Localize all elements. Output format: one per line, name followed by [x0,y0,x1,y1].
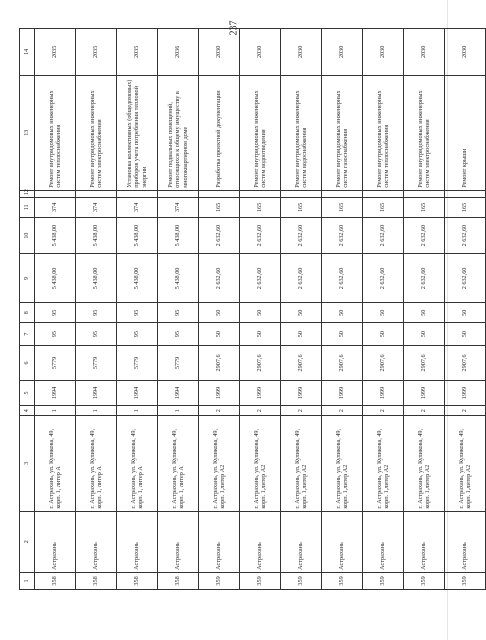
cell-row-number: 358 [158,572,199,589]
cell-living-area: 165 [445,198,486,218]
cell-year-built: 1999 [281,380,322,406]
cell-year-built: 1999 [363,380,404,406]
cell-wear-percent-2: 95 [158,303,199,323]
cell-empty-col [76,190,117,197]
cell-settlement: Астрахань [240,511,281,572]
header-cell-2: 2 [20,511,35,572]
header-cell-1: 1 [20,572,35,589]
cell-total-area: 2907,6 [445,346,486,380]
cell-empty-col [240,190,281,197]
header-cell-3: 3 [20,416,35,512]
cell-wear-percent-2: 95 [76,303,117,323]
cell-wear-percent-1: 50 [281,323,322,346]
cell-wear-percent-2: 50 [281,303,322,323]
cell-cost-per-sqm-2: 2 632,60 [199,217,240,254]
cell-wear-percent-2: 50 [404,303,445,323]
table-row [35,29,76,590]
table-row [322,29,363,590]
cell-total-area: 5779 [158,346,199,380]
cell-empty-col [281,190,322,197]
cell-cost-per-sqm-1: 2 632,60 [240,254,281,303]
cell-planned-year: 2030 [322,29,363,76]
cell-address: г. Астрахань, ул. Куликова, 49, корп. 1, литер А [117,416,158,512]
cell-year-built: 1994 [35,380,76,406]
cell-wear-percent-1: 50 [240,323,281,346]
cell-cost-per-sqm-1: 5 438,00 [117,254,158,303]
cell-settlement: Астрахань [445,511,486,572]
cell-cost-per-sqm-1: 5 438,00 [35,254,76,303]
cell-cost-per-sqm-2: 5 438,00 [76,217,117,254]
cell-building-type: 2 [404,406,445,416]
page-number-text: 237 [228,20,240,36]
cell-building-type: 2 [445,406,486,416]
table-row [363,29,404,590]
cell-wear-percent-1: 50 [199,323,240,346]
cell-address: г. Астрахань, ул. Куликова, 49, корп. 1, литер А [35,416,76,512]
cell-address: г. Астрахань, ул. Куликова, 49, корп. 1,литер А2 [363,416,404,512]
cell-work-type: Ремонт крыши [445,75,486,190]
cell-wear-percent-2: 50 [322,303,363,323]
cell-cost-per-sqm-2: 2 632,60 [363,217,404,254]
cell-cost-per-sqm-2: 2 632,60 [445,217,486,254]
cell-row-number: 359 [445,572,486,589]
cell-wear-percent-2: 95 [35,303,76,323]
cell-cost-per-sqm-2: 2 632,60 [322,217,363,254]
cell-row-number: 359 [240,572,281,589]
cell-work-type: Ремонт внутридомовых инженерных систем водоснабжения [281,75,322,190]
cell-total-area: 5779 [117,346,158,380]
cell-living-area: 374 [117,198,158,218]
cell-building-type: 2 [322,406,363,416]
cell-empty-col [404,190,445,197]
cell-planned-year: 2030 [281,29,322,76]
cell-planned-year: 2030 [363,29,404,76]
cell-wear-percent-1: 95 [76,323,117,346]
cell-living-area: 165 [240,198,281,218]
cell-year-built: 1999 [199,380,240,406]
cell-cost-per-sqm-1: 2 632,60 [404,254,445,303]
header-cell-9: 9 [20,254,35,303]
cell-year-built: 1994 [76,380,117,406]
cell-row-number: 359 [363,572,404,589]
cell-wear-percent-2: 95 [117,303,158,323]
cell-address: г. Астрахань, ул. Куликова, 49, корп. 1, литер А [158,416,199,512]
cell-building-type: 1 [35,406,76,416]
cell-settlement: Астрахань [199,511,240,572]
cell-work-type: Ремонт внутридомовых инженерных систем теплоснабжения [35,75,76,190]
cell-planned-year: 2030 [445,29,486,76]
cell-work-type: Разработка проектной документации [199,75,240,190]
header-cell-8: 8 [20,303,35,323]
cell-cost-per-sqm-2: 2 632,60 [404,217,445,254]
cell-empty-col [322,190,363,197]
header-cell-6: 6 [20,346,35,380]
table-header [20,29,35,590]
cell-wear-percent-1: 95 [158,323,199,346]
cell-cost-per-sqm-1: 5 438,00 [76,254,117,303]
cell-planned-year: 2030 [404,29,445,76]
header-cell-5: 5 [20,380,35,406]
header-cell-11: 11 [20,198,35,218]
cell-address: г. Астрахань, ул. Куликова, 49, корп. 1,литер А2 [322,416,363,512]
cell-wear-percent-2: 50 [240,303,281,323]
cell-work-type: Установка коллективных (общедомовых) приборов учета потребления тепловой энергии [117,75,158,190]
cell-address: г. Астрахань, ул. Куликова, 49, корп. 1, литер А [76,416,117,512]
cell-total-area: 2907,6 [363,346,404,380]
cell-wear-percent-2: 50 [363,303,404,323]
cell-building-type: 1 [117,406,158,416]
cell-planned-year: 2030 [240,29,281,76]
cell-year-built: 1999 [240,380,281,406]
header-cell-12: 12 [20,190,35,197]
cell-work-type: Ремонт внутридомовых инженерных систем теплоснабжения [363,75,404,190]
cell-work-type: Ремонт внутридомовых инженерных систем газоснабжения [322,75,363,190]
cell-cost-per-sqm-1: 2 632,60 [281,254,322,303]
cell-row-number: 358 [35,572,76,589]
cell-planned-year: 2036 [158,29,199,76]
cell-total-area: 5779 [35,346,76,380]
cell-total-area: 2907,6 [240,346,281,380]
cell-living-area: 165 [199,198,240,218]
cell-cost-per-sqm-2: 5 438,00 [158,217,199,254]
header-cell-7: 7 [20,323,35,346]
table-row [76,29,117,590]
cell-wear-percent-1: 95 [117,323,158,346]
cell-building-type: 2 [281,406,322,416]
table-body [35,29,486,590]
cell-living-area: 374 [76,198,117,218]
cell-wear-percent-1: 50 [404,323,445,346]
cell-work-type: Ремонт внутридомовых инженерных систем электроснабжения [404,75,445,190]
cell-total-area: 5779 [76,346,117,380]
cell-address: г. Астрахань, ул. Куликова, 49, корп. 1,литер А2 [199,416,240,512]
cell-planned-year: 2035 [35,29,76,76]
cell-living-area: 165 [363,198,404,218]
header-row [20,29,35,590]
cell-address: г. Астрахань, ул. Куликова, 49, корп. 1,литер А2 [445,416,486,512]
cell-year-built: 1999 [322,380,363,406]
table-row [240,29,281,590]
cell-cost-per-sqm-1: 2 632,60 [363,254,404,303]
cell-row-number: 359 [199,572,240,589]
cell-settlement: Астрахань [35,511,76,572]
cell-settlement: Астрахань [281,511,322,572]
cell-empty-col [158,190,199,197]
cell-settlement: Астрахань [158,511,199,572]
cell-building-type: 2 [199,406,240,416]
cell-total-area: 2907,6 [404,346,445,380]
cell-wear-percent-1: 50 [322,323,363,346]
cell-address: г. Астрахань, ул. Куликова, 49, корп. 1,литер А2 [281,416,322,512]
cell-planned-year: 2030 [199,29,240,76]
cell-living-area: 374 [35,198,76,218]
cell-row-number: 359 [404,572,445,589]
cell-living-area: 165 [404,198,445,218]
cell-row-number: 358 [117,572,158,589]
cell-planned-year: 2035 [76,29,117,76]
cell-wear-percent-2: 50 [199,303,240,323]
cell-row-number: 359 [281,572,322,589]
table-row [158,29,199,590]
cell-work-type: Ремонт подвальных помещений, относящихся к общему имуществу в многоквартирном доме [158,75,199,190]
cell-total-area: 2907,6 [199,346,240,380]
cell-building-type: 1 [158,406,199,416]
cell-wear-percent-2: 50 [445,303,486,323]
cell-cost-per-sqm-1: 2 632,60 [322,254,363,303]
cell-settlement: Астрахань [117,511,158,572]
cell-empty-col [35,190,76,197]
cell-cost-per-sqm-1: 2 632,60 [445,254,486,303]
capital-repair-table [19,28,486,590]
cell-living-area: 374 [158,198,199,218]
cell-building-type: 2 [363,406,404,416]
header-cell-10: 10 [20,217,35,254]
cell-settlement: Астрахань [363,511,404,572]
cell-settlement: Астрахань [76,511,117,572]
cell-wear-percent-1: 50 [445,323,486,346]
table-row [445,29,486,590]
cell-settlement: Астрахань [404,511,445,572]
cell-building-type: 1 [76,406,117,416]
cell-wear-percent-1: 95 [35,323,76,346]
header-cell-14: 14 [20,29,35,76]
cell-row-number: 358 [76,572,117,589]
cell-year-built: 1999 [404,380,445,406]
cell-work-type: Ремонт внутридомовых инженерных систем водоотведения [240,75,281,190]
cell-living-area: 165 [322,198,363,218]
cell-year-built: 1999 [445,380,486,406]
cell-empty-col [117,190,158,197]
cell-year-built: 1994 [117,380,158,406]
cell-cost-per-sqm-2: 2 632,60 [281,217,322,254]
cell-work-type: Ремонт внутридомовых инженерных систем электроснабжения [76,75,117,190]
cell-cost-per-sqm-1: 2 632,60 [199,254,240,303]
table-row [199,29,240,590]
cell-cost-per-sqm-2: 2 632,60 [240,217,281,254]
cell-building-type: 2 [240,406,281,416]
header-cell-4: 4 [20,406,35,416]
cell-row-number: 359 [322,572,363,589]
cell-empty-col [445,190,486,197]
cell-total-area: 2907,6 [281,346,322,380]
table-row [281,29,322,590]
cell-cost-per-sqm-2: 5 438,00 [35,217,76,254]
table-row [404,29,445,590]
cell-empty-col [363,190,404,197]
cell-planned-year: 2035 [117,29,158,76]
table-row [117,29,158,590]
cell-cost-per-sqm-1: 5 438,00 [158,254,199,303]
header-cell-13: 13 [20,75,35,190]
cell-empty-col [199,190,240,197]
cell-wear-percent-1: 50 [363,323,404,346]
cell-year-built: 1994 [158,380,199,406]
cell-cost-per-sqm-2: 5 438,00 [117,217,158,254]
cell-total-area: 2907,6 [322,346,363,380]
cell-address: г. Астрахань, ул. Куликова, 49, корп. 1,литер А2 [404,416,445,512]
cell-living-area: 165 [281,198,322,218]
cell-settlement: Астрахань [322,511,363,572]
cell-address: г. Астрахань, ул. Куликова, 49, корп. 1,литер А2 [240,416,281,512]
